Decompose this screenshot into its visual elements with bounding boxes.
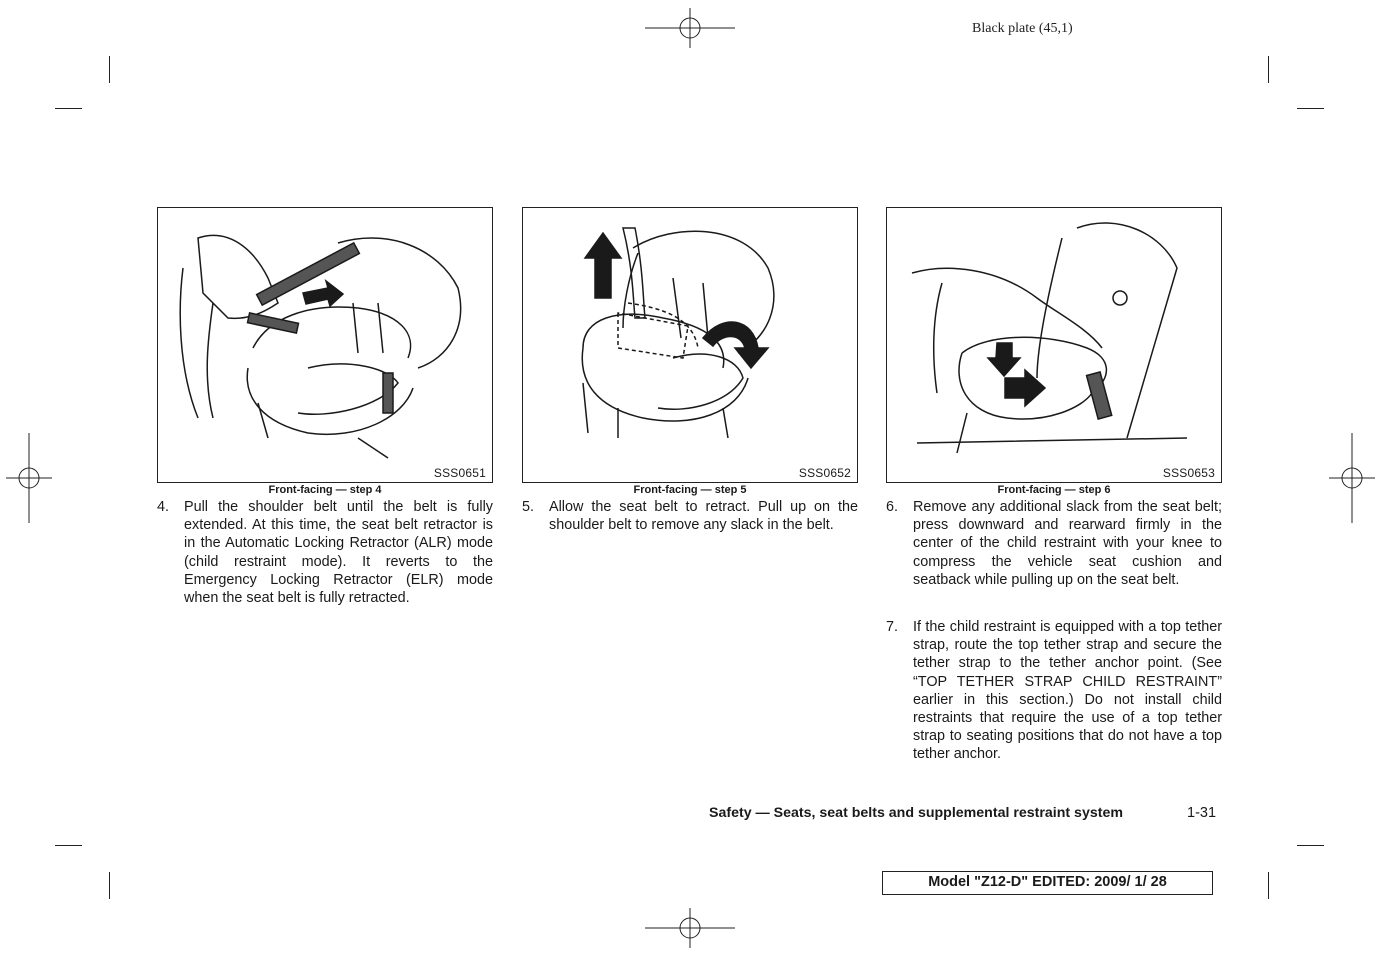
step-number: 5. [522,499,535,515]
step-text: Allow the seat belt to retract. Pull up on the shoulder belt to remove any slack in the belt. [549,499,858,534]
figure-code: SSS0652 [798,466,851,480]
step-number: 4. [157,499,170,515]
crop-mark [1297,108,1324,109]
step-text: If the child restraint is equipped with a top tether strap, route the top tether strap and secure the tether strap to the tether anchor point. (See “TOP TETHER STRAP CHILD RESTRAINT” earlier in this section.) Do not install child restraints that require the use of a top tether strap to seating positions that do not have a top tether anchor. [913,619,1222,763]
crop-mark [1268,872,1269,899]
crop-mark [1268,56,1269,83]
crop-mark [109,56,110,83]
step-number: 7. [886,619,899,635]
section-title: Safety — Seats, seat belts and supplemental restraint system [709,805,1123,821]
step-text: Remove any additional slack from the seat belt; press downward and rearward firmly in the center of the child restraint with your knee to compress the vehicle seat cushion and seatback while pulling up on the seat belt. [913,499,1222,588]
child-seat-illustration [523,208,857,482]
figure-step-6 [886,207,1222,483]
registration-mark-top [645,8,735,48]
figure-caption: Front-facing — step 6 [997,484,1111,496]
figure-caption: Front-facing — step 4 [268,484,382,496]
crop-mark [55,845,82,846]
plate-label: Black plate (45,1) [972,21,1073,36]
step-number: 6. [886,499,899,515]
child-seat-illustration [887,208,1221,482]
figure-caption: Front-facing — step 5 [633,484,747,496]
model-edited-box: Model "Z12-D" EDITED: 2009/ 1/ 28 [882,871,1213,895]
registration-mark-right [1329,433,1375,523]
crop-mark [55,108,82,109]
step-6 [886,498,1222,608]
crop-mark [1297,845,1324,846]
registration-mark-left [6,433,52,523]
registration-mark-bottom [645,908,735,948]
step-4 [157,498,493,608]
page-number: 1-31 [1187,805,1217,821]
crop-mark [109,872,110,899]
figure-code: SSS0651 [433,466,486,480]
figure-code: SSS0653 [1162,466,1215,480]
step-7 [886,618,1222,768]
figure-step-4 [157,207,493,483]
step-5 [522,498,858,538]
child-seat-illustration [158,208,492,482]
figure-step-5 [522,207,858,483]
step-text: Pull the shoulder belt until the belt is fully extended. At this time, the seat belt retractor is in the Automatic Locking Retractor (ALR) mode (child restraint mode). It reverts to the Emergency Locking Retractor (ELR) mode when the seat belt is fully retracted. [184,499,493,607]
